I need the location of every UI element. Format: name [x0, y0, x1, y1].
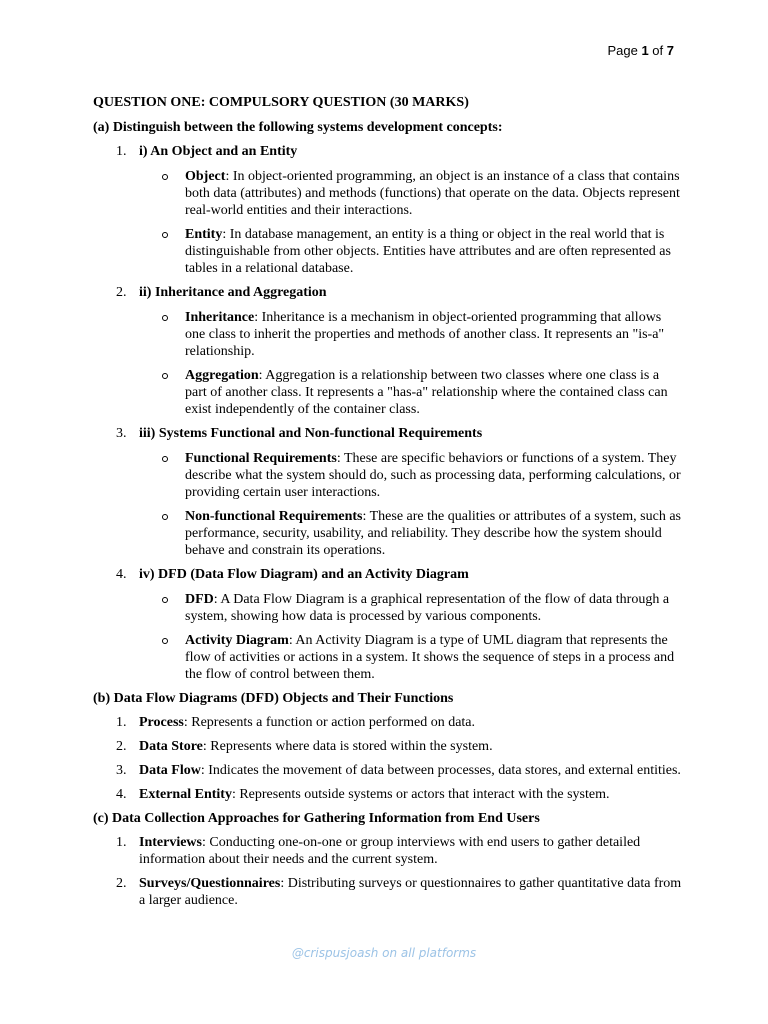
item-title: ii) Inheritance and Aggregation — [139, 285, 327, 300]
hollow-bullet-icon — [162, 315, 168, 321]
bullet-list — [139, 309, 683, 418]
item-title: iii) Systems Functional and Non-functional Requirements — [139, 426, 483, 441]
hollow-bullet-icon — [162, 373, 168, 379]
bullet-item: DFD: A Data Flow Diagram is a graphical representation of the flow of data through a system, showing how data is processed by various components. — [139, 591, 683, 625]
section-c-heading: (c) Data Collection Approaches for Gathering Information from End Users — [93, 811, 540, 826]
page-number: Page 1 of 7 — [607, 43, 674, 58]
list-item: 4. External Entity: Represents outside systems or actors that interact with the system. — [116, 787, 610, 802]
document-body — [93, 94, 683, 916]
current-page: 1 — [641, 43, 649, 58]
list-item: 2. Data Store: Represents where data is stored within the system. — [116, 739, 493, 754]
bullet-item: Object: In object-oriented programming, an object is an instance of a class that contains both data (attributes) and methods (functions) that operate on the data. Objects represent real-world entities and their interactions. — [139, 168, 683, 219]
hollow-bullet-icon — [162, 232, 168, 238]
list-item: 3. Data Flow: Indicates the movement of data between processes, data stores, and external entities. — [116, 763, 681, 778]
bullet-item: Entity: In database management, an entity is a thing or object in the real world that is distinguishable from other objects. Entities have attributes and are often represented as tables in a relational database. — [139, 226, 683, 277]
footer-watermark: @crispusjoash on all platforms — [291, 946, 477, 960]
list-item: 3. iii) Systems Functional and Non-functional Requirements Functional Requirements: These are specific behaviors or functions of a system. They describe what the system should do, such as processing data, performing calculations, or providing certain user interactions. Non-functional Requirements: These are the qualities or attributes of a system, such as performance, security, usability, and reliability. They describe how the system should behave and constrain its operations. — [116, 426, 682, 558]
bullet-item: Non-functional Requirements: These are the qualities or attributes of a system, such as performance, security, usability, and reliability. They describe how the system should behave and constrain its operations. — [139, 508, 683, 559]
hollow-bullet-icon — [162, 174, 168, 180]
list-item: 1. i) An Object and an Entity Object: In object-oriented programming, an object is an instance of a class that contains both data (attributes) and methods (functions) that operate on the data. Objects represent real-world entities and their interactions. Entity: In database management, an entity is a thing or object in the real world that is distinguishable from other objects. Entities have attributes and are often represented as tables in a relational database. — [93, 143, 683, 277]
list-item: 2. ii) Inheritance and Aggregation Inheritance: Inheritance is a mechanism in object-oriented programming that allows one class to inherit the properties and methods of another class. It represents an "is-a" relationship. Aggregation: Aggregation is a relationship between two classes where one class is a part of another class. It represents a "has-a" relationship where the contained class can exist independently of the container class. — [93, 284, 683, 418]
hollow-bullet-icon — [162, 456, 168, 462]
list-item: 2. Surveys/Questionnaires: Distributing surveys or questionnaires to gather quantitative data from a larger audience. — [116, 876, 682, 908]
section-a-heading: (a) Distinguish between the following systems development concepts: — [93, 120, 503, 135]
total-pages: 7 — [666, 43, 674, 58]
bullet-item: Aggregation: Aggregation is a relationship between two classes where one class is a part of another class. It represents a "has-a" relationship where the contained class can exist independently of the container class. — [139, 367, 683, 418]
list-item: 1. Process: Represents a function or action performed on data. — [116, 715, 476, 730]
bullet-list — [139, 591, 683, 683]
item-title: iv) DFD (Data Flow Diagram) and an Activity Diagram — [139, 567, 469, 582]
hollow-bullet-icon — [162, 638, 168, 644]
hollow-bullet-icon — [162, 597, 168, 603]
list-item: 4. iv) DFD (Data Flow Diagram) and an Activity Diagram DFD: A Data Flow Diagram is a graphical representation of the flow of data through a system, showing how data is processed by various components. Activity Diagram: An Activity Diagram is a type of UML diagram that represents the flow of activities or actions in a system. It shows the sequence of steps in a process and the flow of control between them. — [93, 566, 683, 683]
bullet-item: Inheritance: Inheritance is a mechanism in object-oriented programming that allows one class to inherit the properties and methods of another class. It represents an "is-a" relationship. — [139, 309, 683, 360]
bullet-list — [139, 450, 683, 559]
list-item: 1. Interviews: Conducting one-on-one or group interviews with end users to gather detailed information about their needs and the current system. — [116, 835, 641, 867]
section-a-list — [93, 143, 683, 683]
section-b-list — [93, 714, 683, 803]
bullet-list — [139, 168, 683, 277]
section-b-heading: (b) Data Flow Diagrams (DFD) Objects and Their Functions — [93, 691, 454, 706]
bullet-item: Activity Diagram: An Activity Diagram is a type of UML diagram that represents the flow of activities or actions in a system. It shows the sequence of steps in a process and the flow of control between them. — [139, 632, 683, 683]
item-title: i) An Object and an Entity — [139, 144, 298, 159]
question-title: QUESTION ONE: COMPULSORY QUESTION (30 MARKS) — [93, 95, 469, 110]
hollow-bullet-icon — [162, 514, 168, 520]
section-c-list — [93, 834, 683, 909]
bullet-item: Functional Requirements: These are specific behaviors or functions of a system. They describe what the system should do, such as processing data, performing calculations, or providing certain user interactions. — [139, 450, 683, 501]
